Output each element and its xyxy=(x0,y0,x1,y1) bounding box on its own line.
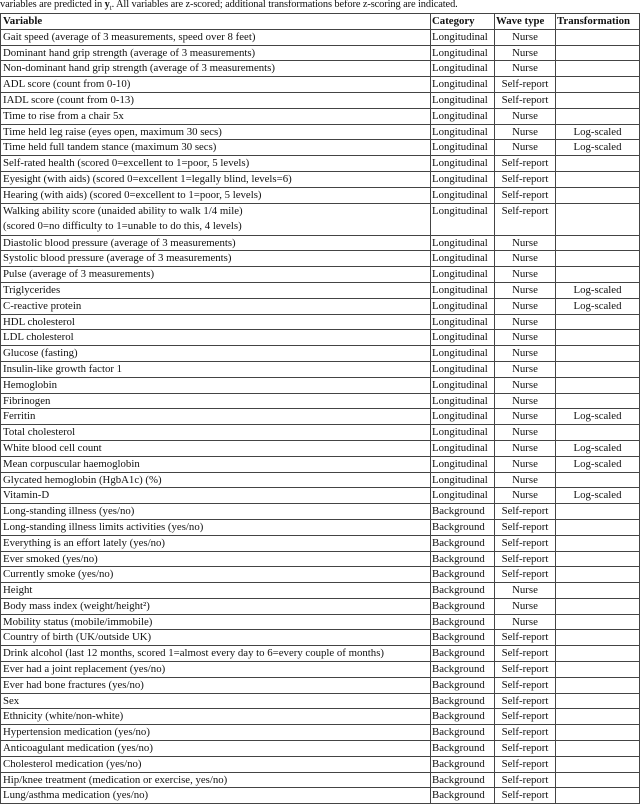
table-row xyxy=(1,772,640,788)
table-row xyxy=(1,108,640,124)
cell-transformation xyxy=(556,756,640,772)
cell-wave-type: Nurse xyxy=(495,361,556,377)
cell-category: Longitudinal xyxy=(431,456,495,472)
table-row xyxy=(1,551,640,567)
cell-category: Longitudinal xyxy=(431,393,495,409)
cell-variable: Hypertension medication (yes/no) xyxy=(1,725,431,741)
cell-wave-type: Nurse xyxy=(495,282,556,298)
cell-transformation xyxy=(556,693,640,709)
cell-category: Background xyxy=(431,630,495,646)
table-row xyxy=(1,156,640,172)
cell-category: Background xyxy=(431,772,495,788)
table-row xyxy=(1,235,640,251)
cell-category: Background xyxy=(431,646,495,662)
cell-variable: Glycated hemoglobin (HgbA1c) (%) xyxy=(1,472,431,488)
cell-category: Background xyxy=(431,756,495,772)
cell-category: Longitudinal xyxy=(431,361,495,377)
cell-variable: Triglycerides xyxy=(1,282,431,298)
cell-category: Longitudinal xyxy=(431,346,495,362)
table-row xyxy=(1,298,640,314)
cell-wave-type: Nurse xyxy=(495,29,556,45)
cell-transformation xyxy=(556,504,640,520)
cell-category: Background xyxy=(431,519,495,535)
variables-table xyxy=(0,13,640,804)
cell-transformation xyxy=(556,425,640,441)
table-row xyxy=(1,29,640,45)
cell-wave-type: Self-report xyxy=(495,77,556,93)
cell-wave-type: Self-report xyxy=(495,535,556,551)
cell-variable: Country of birth (UK/outside UK) xyxy=(1,630,431,646)
cell-category: Longitudinal xyxy=(431,488,495,504)
table-row xyxy=(1,45,640,61)
cell-transformation xyxy=(556,108,640,124)
cell-wave-type: Self-report xyxy=(495,92,556,108)
cell-wave-type: Nurse xyxy=(495,440,556,456)
header-variable: Variable xyxy=(1,14,431,30)
cell-wave-type: Nurse xyxy=(495,583,556,599)
cell-transformation xyxy=(556,567,640,583)
header-wave-type: Wave type xyxy=(495,14,556,30)
cell-transformation xyxy=(556,77,640,93)
cell-wave-type: Self-report xyxy=(495,156,556,172)
cell-transformation xyxy=(556,393,640,409)
cell-variable: C-reactive protein xyxy=(1,298,431,314)
cell-variable: ADL score (count from 0-10) xyxy=(1,77,431,93)
cell-category: Background xyxy=(431,614,495,630)
cell-variable: Anticoagulant medication (yes/no) xyxy=(1,741,431,757)
caption-symbol: y xyxy=(104,0,110,10)
cell-variable: Fibrinogen xyxy=(1,393,431,409)
cell-category: Longitudinal xyxy=(431,377,495,393)
cell-transformation xyxy=(556,29,640,45)
cell-wave-type: Self-report xyxy=(495,630,556,646)
table-row xyxy=(1,456,640,472)
cell-transformation xyxy=(556,171,640,187)
table-row xyxy=(1,282,640,298)
cell-transformation xyxy=(556,725,640,741)
cell-variable: Ethnicity (white/non-white) xyxy=(1,709,431,725)
cell-wave-type: Self-report xyxy=(495,187,556,203)
cell-variable: Vitamin-D xyxy=(1,488,431,504)
cell-variable: Insulin-like growth factor 1 xyxy=(1,361,431,377)
cell-transformation xyxy=(556,61,640,77)
table-row xyxy=(1,377,640,393)
cell-category: Longitudinal xyxy=(431,330,495,346)
cell-transformation: Log-scaled xyxy=(556,456,640,472)
table-row xyxy=(1,124,640,140)
cell-variable: Time held leg raise (eyes open, maximum 30 secs) xyxy=(1,124,431,140)
cell-category: Longitudinal xyxy=(431,92,495,108)
cell-wave-type: Self-report xyxy=(495,693,556,709)
cell-variable: Self-rated health (scored 0=excellent to 1=poor, 5 levels) xyxy=(1,156,431,172)
cell-variable: Glucose (fasting) xyxy=(1,346,431,362)
cell-transformation: Log-scaled xyxy=(556,488,640,504)
table-row xyxy=(1,393,640,409)
caption-suffix: . All variables are z-scored; additional transformations before z-scoring are indicated. xyxy=(111,0,458,10)
cell-transformation xyxy=(556,519,640,535)
cell-wave-type: Self-report xyxy=(495,519,556,535)
cell-category: Longitudinal xyxy=(431,314,495,330)
cell-wave-type: Self-report xyxy=(495,709,556,725)
cell-category: Background xyxy=(431,567,495,583)
cell-transformation xyxy=(556,598,640,614)
cell-wave-type: Self-report xyxy=(495,662,556,678)
cell-variable: Dominant hand grip strength (average of 3 measurements) xyxy=(1,45,431,61)
cell-transformation xyxy=(556,156,640,172)
cell-wave-type: Self-report xyxy=(495,646,556,662)
cell-transformation xyxy=(556,472,640,488)
cell-category: Longitudinal xyxy=(431,187,495,203)
cell-wave-type: Nurse xyxy=(495,45,556,61)
table-row xyxy=(1,630,640,646)
cell-category: Longitudinal xyxy=(431,267,495,283)
header-category: Category xyxy=(431,14,495,30)
table-row xyxy=(1,61,640,77)
cell-wave-type: Nurse xyxy=(495,377,556,393)
table-row xyxy=(1,361,640,377)
cell-variable: Time held full tandem stance (maximum 30 secs) xyxy=(1,140,431,156)
table-row xyxy=(1,519,640,535)
table-row xyxy=(1,504,640,520)
table-row xyxy=(1,614,640,630)
cell-transformation: Log-scaled xyxy=(556,440,640,456)
cell-variable: Height xyxy=(1,583,431,599)
table-row xyxy=(1,140,640,156)
cell-transformation: Log-scaled xyxy=(556,140,640,156)
cell-transformation xyxy=(556,741,640,757)
cell-category: Longitudinal xyxy=(431,409,495,425)
cell-transformation xyxy=(556,377,640,393)
cell-transformation xyxy=(556,361,640,377)
cell-category: Background xyxy=(431,551,495,567)
cell-category: Background xyxy=(431,504,495,520)
cell-variable: Hemoglobin xyxy=(1,377,431,393)
cell-wave-type: Nurse xyxy=(495,472,556,488)
table-row xyxy=(1,756,640,772)
cell-transformation xyxy=(556,772,640,788)
table-row xyxy=(1,646,640,662)
cell-variable: Gait speed (average of 3 measurements, speed over 8 feet) xyxy=(1,29,431,45)
cell-category: Background xyxy=(431,677,495,693)
cell-transformation xyxy=(556,346,640,362)
cell-transformation xyxy=(556,583,640,599)
cell-transformation xyxy=(556,646,640,662)
table-row xyxy=(1,598,640,614)
cell-variable: Non-dominant hand grip strength (average of 3 measurements) xyxy=(1,61,431,77)
cell-category: Longitudinal xyxy=(431,235,495,251)
table-row xyxy=(1,662,640,678)
cell-category: Longitudinal xyxy=(431,77,495,93)
cell-transformation xyxy=(556,614,640,630)
cell-transformation: Log-scaled xyxy=(556,298,640,314)
cell-transformation xyxy=(556,788,640,804)
cell-transformation xyxy=(556,267,640,283)
cell-category: Longitudinal xyxy=(431,45,495,61)
table-row xyxy=(1,677,640,693)
cell-wave-type: Self-report xyxy=(495,171,556,187)
table-row xyxy=(1,314,640,330)
table-row xyxy=(1,472,640,488)
caption-subscript: t xyxy=(109,4,112,13)
cell-wave-type: Self-report xyxy=(495,677,556,693)
cell-variable: Walking ability score (unaided ability to walk 1/4 mile) (scored 0=no difficulty to 1=unable to do this, 4 levels) xyxy=(1,203,431,235)
cell-category: Longitudinal xyxy=(431,472,495,488)
cell-wave-type: Nurse xyxy=(495,108,556,124)
table-row xyxy=(1,488,640,504)
cell-variable: Everything is an effort lately (yes/no) xyxy=(1,535,431,551)
header-transformation: Transformation xyxy=(556,14,640,30)
cell-variable: Diastolic blood pressure (average of 3 measurements) xyxy=(1,235,431,251)
cell-category: Longitudinal xyxy=(431,203,495,235)
cell-wave-type: Self-report xyxy=(495,567,556,583)
cell-variable: HDL cholesterol xyxy=(1,314,431,330)
cell-transformation xyxy=(556,314,640,330)
table-row xyxy=(1,330,640,346)
cell-variable: Hip/knee treatment (medication or exercise, yes/no) xyxy=(1,772,431,788)
cell-transformation: Log-scaled xyxy=(556,409,640,425)
cell-category: Background xyxy=(431,598,495,614)
cell-wave-type: Self-report xyxy=(495,504,556,520)
table-row xyxy=(1,92,640,108)
table-header-row xyxy=(1,14,640,30)
cell-wave-type: Nurse xyxy=(495,346,556,362)
cell-transformation xyxy=(556,92,640,108)
table-row xyxy=(1,709,640,725)
cell-category: Longitudinal xyxy=(431,61,495,77)
cell-wave-type: Nurse xyxy=(495,140,556,156)
cell-variable: Long-standing illness limits activities (yes/no) xyxy=(1,519,431,535)
cell-transformation xyxy=(556,330,640,346)
cell-variable: Drink alcohol (last 12 months, scored 1=almost every day to 6=every couple of months) xyxy=(1,646,431,662)
table-row xyxy=(1,171,640,187)
cell-variable: Cholesterol medication (yes/no) xyxy=(1,756,431,772)
cell-category: Background xyxy=(431,662,495,678)
cell-transformation: Log-scaled xyxy=(556,282,640,298)
cell-wave-type: Nurse xyxy=(495,314,556,330)
cell-variable: Time to rise from a chair 5x xyxy=(1,108,431,124)
cell-wave-type: Nurse xyxy=(495,298,556,314)
cell-variable: White blood cell count xyxy=(1,440,431,456)
cell-transformation xyxy=(556,677,640,693)
cell-wave-type: Nurse xyxy=(495,614,556,630)
cell-category: Longitudinal xyxy=(431,425,495,441)
cell-variable: Mobility status (mobile/immobile) xyxy=(1,614,431,630)
cell-wave-type: Nurse xyxy=(495,124,556,140)
caption-prefix: variables are predicted in xyxy=(0,0,105,10)
cell-wave-type: Self-report xyxy=(495,772,556,788)
table-row xyxy=(1,187,640,203)
cell-category: Longitudinal xyxy=(431,282,495,298)
cell-variable: Pulse (average of 3 measurements) xyxy=(1,267,431,283)
cell-wave-type: Nurse xyxy=(495,330,556,346)
table-row xyxy=(1,425,640,441)
cell-category: Longitudinal xyxy=(431,140,495,156)
cell-wave-type: Nurse xyxy=(495,393,556,409)
cell-variable: Ever smoked (yes/no) xyxy=(1,551,431,567)
table-row xyxy=(1,788,640,804)
table-row xyxy=(1,251,640,267)
cell-transformation xyxy=(556,630,640,646)
cell-transformation xyxy=(556,45,640,61)
table-row xyxy=(1,346,640,362)
table-row xyxy=(1,203,640,235)
cell-category: Longitudinal xyxy=(431,108,495,124)
cell-transformation xyxy=(556,251,640,267)
cell-variable: Hearing (with aids) (scored 0=excellent to 1=poor, 5 levels) xyxy=(1,187,431,203)
cell-category: Background xyxy=(431,725,495,741)
cell-transformation xyxy=(556,187,640,203)
cell-wave-type: Self-report xyxy=(495,756,556,772)
cell-wave-type: Self-report xyxy=(495,741,556,757)
cell-wave-type: Nurse xyxy=(495,61,556,77)
cell-wave-type: Nurse xyxy=(495,409,556,425)
cell-category: Background xyxy=(431,693,495,709)
cell-transformation: Log-scaled xyxy=(556,124,640,140)
cell-wave-type: Self-report xyxy=(495,725,556,741)
cell-variable: LDL cholesterol xyxy=(1,330,431,346)
cell-variable: Ever had a joint replacement (yes/no) xyxy=(1,662,431,678)
cell-variable: Body mass index (weight/height²) xyxy=(1,598,431,614)
cell-category: Longitudinal xyxy=(431,171,495,187)
cell-category: Longitudinal xyxy=(431,124,495,140)
cell-variable: Eyesight (with aids) (scored 0=excellent 1=legally blind, levels=6) xyxy=(1,171,431,187)
cell-category: Background xyxy=(431,583,495,599)
table-row xyxy=(1,409,640,425)
table-row xyxy=(1,693,640,709)
cell-variable: Currently smoke (yes/no) xyxy=(1,567,431,583)
cell-wave-type: Nurse xyxy=(495,456,556,472)
cell-variable: Total cholesterol xyxy=(1,425,431,441)
cell-transformation xyxy=(556,235,640,251)
cell-transformation xyxy=(556,709,640,725)
cell-category: Background xyxy=(431,788,495,804)
cell-transformation xyxy=(556,662,640,678)
cell-category: Background xyxy=(431,535,495,551)
cell-wave-type: Self-report xyxy=(495,551,556,567)
cell-wave-type: Nurse xyxy=(495,598,556,614)
table-row xyxy=(1,725,640,741)
cell-variable: Lung/asthma medication (yes/no) xyxy=(1,788,431,804)
cell-variable: Systolic blood pressure (average of 3 measurements) xyxy=(1,251,431,267)
table-row xyxy=(1,567,640,583)
table-row xyxy=(1,440,640,456)
table-row xyxy=(1,267,640,283)
cell-category: Longitudinal xyxy=(431,251,495,267)
cell-category: Background xyxy=(431,741,495,757)
cell-category: Longitudinal xyxy=(431,29,495,45)
table-row xyxy=(1,741,640,757)
cell-category: Longitudinal xyxy=(431,298,495,314)
cell-variable: Sex xyxy=(1,693,431,709)
cell-variable: Ever had bone fractures (yes/no) xyxy=(1,677,431,693)
cell-variable: Mean corpuscular haemoglobin xyxy=(1,456,431,472)
cell-transformation xyxy=(556,551,640,567)
table-row xyxy=(1,535,640,551)
cell-category: Background xyxy=(431,709,495,725)
cell-variable: Long-standing illness (yes/no) xyxy=(1,504,431,520)
cell-wave-type: Nurse xyxy=(495,488,556,504)
cell-category: Longitudinal xyxy=(431,156,495,172)
table-row xyxy=(1,583,640,599)
cell-wave-type: Self-report xyxy=(495,788,556,804)
cell-category: Longitudinal xyxy=(431,440,495,456)
cell-wave-type: Self-report xyxy=(495,203,556,235)
cell-transformation xyxy=(556,535,640,551)
cell-wave-type: Nurse xyxy=(495,251,556,267)
cell-wave-type: Nurse xyxy=(495,235,556,251)
table-row xyxy=(1,77,640,93)
cell-transformation xyxy=(556,203,640,235)
cell-variable: Ferritin xyxy=(1,409,431,425)
cell-wave-type: Nurse xyxy=(495,425,556,441)
cell-variable: IADL score (count from 0-13) xyxy=(1,92,431,108)
cell-wave-type: Nurse xyxy=(495,267,556,283)
